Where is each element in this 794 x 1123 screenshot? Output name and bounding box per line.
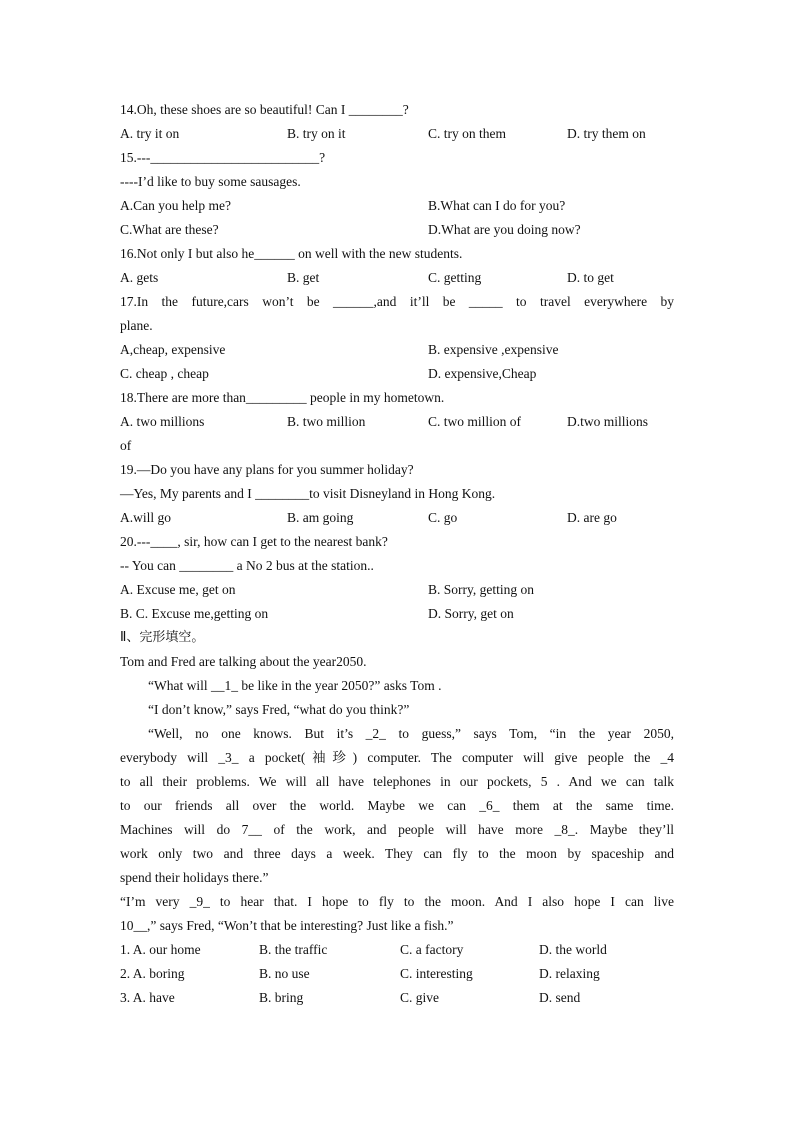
answer-option: B.What can I do for you? <box>428 198 566 213</box>
question-line: plane. <box>120 318 153 333</box>
options-row <box>120 194 674 218</box>
cloze-passage <box>120 650 674 938</box>
answer-option: C. interesting <box>400 966 473 981</box>
options-row <box>120 578 674 602</box>
answer-option: D. are go <box>567 510 617 525</box>
passage-line: Tom and Fred are talking about the year2050. <box>120 654 367 669</box>
answer-option: D. the world <box>539 942 607 957</box>
question-line: 14.Oh, these shoes are so beautiful! Can I ________? <box>120 102 409 117</box>
answer-option: A. Excuse me, get on <box>120 582 236 597</box>
answer-option: B. am going <box>287 510 354 525</box>
passage-line: “What will __1_ be like in the year 2050?” asks Tom . <box>148 678 442 693</box>
answer-option: D. try them on <box>567 126 646 141</box>
answer-option: C. try on them <box>428 126 506 141</box>
answer-option: A. try it on <box>120 126 180 141</box>
answer-option: B. try on it <box>287 126 346 141</box>
question-line: 17.In the future,cars won’t be ______,and it’ll be _____ to travel everywhere by <box>120 294 674 309</box>
answer-option: A. gets <box>120 270 159 285</box>
passage-line: Machines will do 7__ of the work, and people will have more _8_. Maybe they’ll <box>120 822 674 837</box>
options-row <box>120 122 674 146</box>
answer-option: D.What are you doing now? <box>428 222 581 237</box>
answer-option: B. the traffic <box>259 942 328 957</box>
question-line: 18.There are more than_________ people in my hometown. <box>120 390 445 405</box>
answer-option: B. Sorry, getting on <box>428 582 534 597</box>
options-row <box>120 362 674 386</box>
answer-option: 1. A. our home <box>120 942 201 957</box>
options-row <box>120 266 674 290</box>
answer-option: B. C. Excuse me,getting on <box>120 606 269 621</box>
question-line: 20.---____, sir, how can I get to the nearest bank? <box>120 534 388 549</box>
cloze-option-row <box>120 986 674 1010</box>
answer-option: B. no use <box>259 966 310 981</box>
options-row <box>120 602 674 626</box>
passage-line: “I’m very _9_ to hear that. I hope to fly to the moon. And I also hope I can live <box>120 894 674 909</box>
answer-option: 3. A. have <box>120 990 175 1005</box>
options-row <box>120 410 674 434</box>
multiple-choice-section <box>120 98 674 626</box>
answer-option: C. getting <box>428 270 482 285</box>
answer-option: D. expensive,Cheap <box>428 366 537 381</box>
question-line: 15.---_________________________? <box>120 150 326 165</box>
cloze-option-row <box>120 938 674 962</box>
cloze-option-row <box>120 962 674 986</box>
answer-option: 2. A. boring <box>120 966 185 981</box>
answer-option: C. a factory <box>400 942 464 957</box>
answer-option: A,cheap, expensive <box>120 342 226 357</box>
worksheet-page <box>120 98 674 1010</box>
options-row <box>120 506 674 530</box>
answer-option: C.What are these? <box>120 222 219 237</box>
passage-line: work only two and three days a week. They can fly to the moon by spaceship and <box>120 846 674 861</box>
answer-option: B. bring <box>259 990 304 1005</box>
answer-option: C. cheap , cheap <box>120 366 209 381</box>
passage-line: “I don’t know,” says Fred, “what do you think?” <box>148 702 410 717</box>
answer-option: B. expensive ,expensive <box>428 342 559 357</box>
answer-option: D. Sorry, get on <box>428 606 514 621</box>
answer-option: D. relaxing <box>539 966 600 981</box>
question-line: 19.—Do you have any plans for you summer holiday? <box>120 462 414 477</box>
answer-option: B. get <box>287 270 320 285</box>
answer-option: D. send <box>539 990 581 1005</box>
answer-option: C. go <box>428 510 458 525</box>
answer-option: C. two million of <box>428 414 522 429</box>
answer-option: B. two million <box>287 414 366 429</box>
answer-option: C. give <box>400 990 439 1005</box>
passage-line: to all their problems. We will all have telephones in our pockets, 5 . And we can talk <box>120 774 674 789</box>
passage-line: 10__,” says Fred, “Won’t that be interesting? Just like a fish.” <box>120 918 454 933</box>
cloze-options <box>120 938 674 1010</box>
options-row <box>120 218 674 242</box>
answer-option: D. to get <box>567 270 614 285</box>
question-line: ----I’d like to buy some sausages. <box>120 174 301 189</box>
question-line: —Yes, My parents and I ________to visit Disneyland in Hong Kong. <box>120 486 496 501</box>
options-row <box>120 338 674 362</box>
passage-line: “Well, no one knows. But it’s _2_ to guess,” says Tom, “in the year 2050, <box>148 726 674 741</box>
passage-line: everybody will _3_ a pocket(袖珍) computer. The computer will give people the _4 <box>120 750 674 765</box>
section-heading: Ⅱ、完形填空。 <box>120 630 205 645</box>
passage-line: spend their holidays there.” <box>120 870 269 885</box>
answer-option: A.will go <box>120 510 172 525</box>
passage-line: to our friends all over the world. Maybe we can _6_ them at the same time. <box>120 798 674 813</box>
answer-option: A.Can you help me? <box>120 198 231 213</box>
question-line: -- You can ________ a No 2 bus at the station.. <box>120 558 374 573</box>
answer-option: A. two millions <box>120 414 205 429</box>
question-line: of <box>120 438 132 453</box>
question-line: 16.Not only I but also he______ on well with the new students. <box>120 246 463 261</box>
answer-option: D.two millions <box>567 414 649 429</box>
